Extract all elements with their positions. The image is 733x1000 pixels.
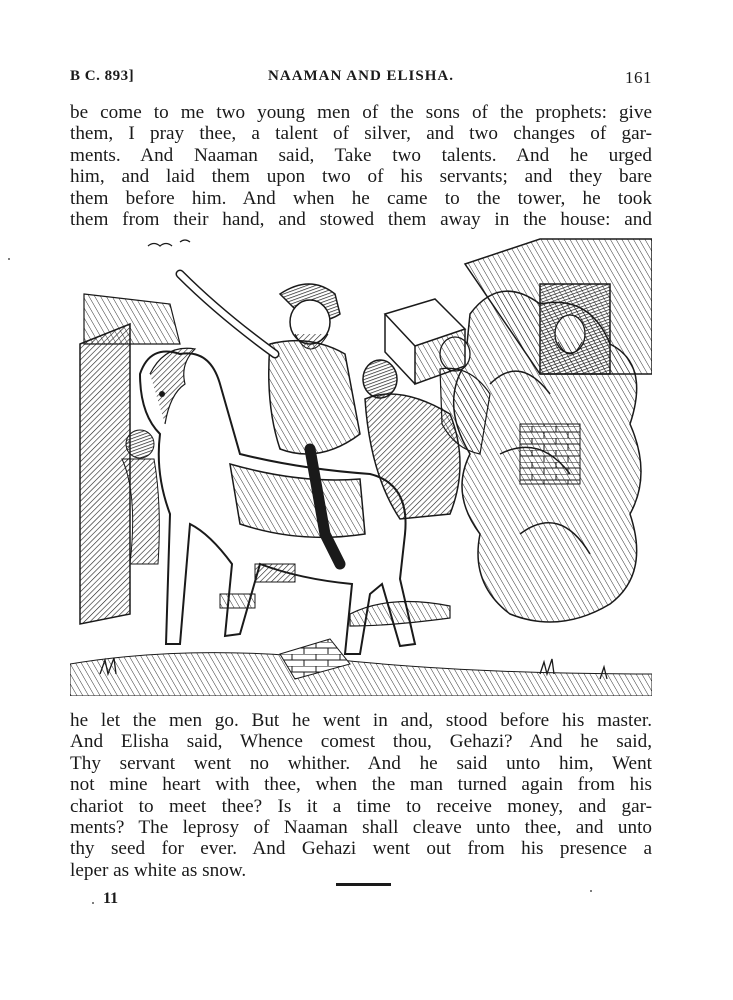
text-line: thy seed for ever. And Gehazi went out from his presence a [70,838,652,860]
signature-mark: 11 [103,890,119,907]
paper-speck [92,902,94,904]
paper-speck [8,258,10,260]
header-date: B C. 893] [70,68,135,84]
text-line: them before him. And when he came to the tower, he took [70,187,652,209]
paragraph-top [70,102,652,230]
text-line: not mine heart with thee, when the man turned again from his [70,774,652,796]
text-line: them from their hand, and stowed them away in the house: and [70,209,652,231]
text-line: him, and laid them upon two of his servants; and they bare [70,166,652,188]
header-title: NAAMAN AND ELISHA. [268,68,454,84]
running-head [70,68,652,90]
text-line: chariot to meet thee? Is it a time to receive money, and gar- [70,795,652,817]
text-line: ments. And Naaman said, Take two talents. And he urged [70,144,652,166]
text-line: Thy servant went no whither. And he said unto him, Went [70,752,652,774]
paper-speck [590,890,592,892]
text-line: be come to me two young men of the sons of the prophets: give [70,102,652,123]
text-line: them, I pray thee, a talent of silver, and two changes of gar- [70,123,652,145]
text-line: he let the men go. But he went in and, stood before his master. [70,710,652,731]
text-line: leper as white as snow. [70,859,247,881]
text-line: ments? The leprosy of Naaman shall cleave unto thee, and unto [70,817,652,839]
engraving-illustration [70,234,652,696]
engraving-svg [70,234,652,696]
paragraph-bottom [70,710,652,881]
page-number: 161 [625,68,652,87]
text-line: And Elisha said, Whence comest thou, Gehazi? And he said, [70,731,652,753]
section-end-rule [336,883,391,886]
